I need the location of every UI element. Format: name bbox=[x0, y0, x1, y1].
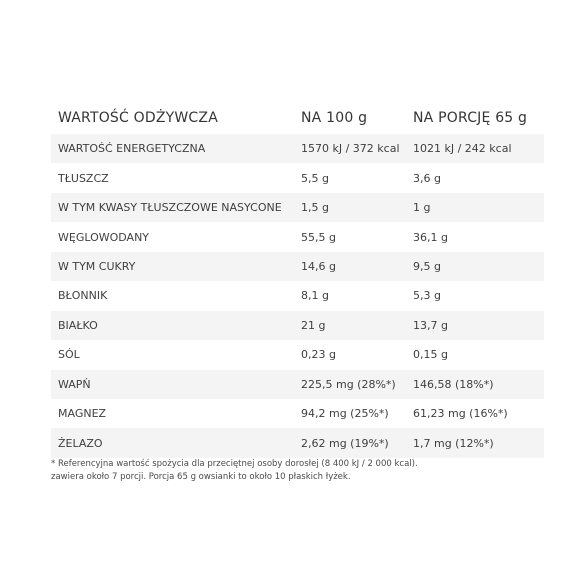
nutrient-name: W TYM KWASY TŁUSZCZOWE NASYCONE bbox=[58, 201, 282, 215]
table-row bbox=[51, 252, 544, 281]
table-row bbox=[51, 163, 544, 192]
value-per-100g: 1570 kJ / 372 kcal bbox=[301, 142, 400, 156]
table-row bbox=[51, 370, 544, 399]
value-per-portion: 1 g bbox=[413, 201, 431, 215]
value-per-100g: 0,23 g bbox=[301, 348, 336, 362]
nutrient-name: WARTOŚĆ ENERGETYCZNA bbox=[58, 142, 206, 156]
nutrient-name: WĘGLOWODANY bbox=[58, 230, 150, 244]
header-per-portion: NA PORCJĘ 65 g bbox=[413, 109, 528, 126]
nutrient-name: TŁUSZCZ bbox=[58, 171, 109, 185]
header-nutrient: WARTOŚĆ ODŻYWCZA bbox=[58, 109, 218, 126]
nutrient-name: MAGNEZ bbox=[58, 407, 107, 421]
value-per-100g: 8,1 g bbox=[301, 289, 329, 303]
value-per-100g: 5,5 g bbox=[301, 171, 329, 185]
value-per-portion: 146,58 (18%*) bbox=[413, 377, 494, 391]
nutrient-name: SÓL bbox=[58, 348, 80, 362]
value-per-100g: 14,6 g bbox=[301, 259, 336, 273]
value-per-100g: 2,62 mg (19%*) bbox=[301, 436, 389, 450]
value-per-portion: 61,23 mg (16%*) bbox=[413, 407, 508, 421]
nutrient-name: WAPŃ bbox=[58, 377, 91, 391]
footnote-portions: zawiera około 7 porcji. Porcja 65 g owsianki to około 10 płaskich łyżek. bbox=[51, 472, 351, 482]
value-per-100g: 1,5 g bbox=[301, 201, 329, 215]
nutrition-panel bbox=[51, 101, 544, 458]
table-row bbox=[51, 311, 544, 340]
value-per-portion: 3,6 g bbox=[413, 171, 441, 185]
nutrient-name: BŁONNIK bbox=[58, 289, 108, 303]
value-per-portion: 36,1 g bbox=[413, 230, 448, 244]
nutrition-table bbox=[51, 101, 544, 458]
value-per-portion: 13,7 g bbox=[413, 318, 448, 332]
footnotes bbox=[51, 458, 544, 484]
value-per-100g: 21 g bbox=[301, 318, 326, 332]
value-per-100g: 94,2 mg (25%*) bbox=[301, 407, 389, 421]
table-header-row bbox=[51, 101, 544, 134]
value-per-portion: 1021 kJ / 242 kcal bbox=[413, 142, 512, 156]
value-per-portion: 1,7 mg (12%*) bbox=[413, 436, 494, 450]
header-per-100g: NA 100 g bbox=[301, 109, 368, 126]
footnote-reference-intake: * Referencyjna wartość spożycia dla przeciętnej osoby dorosłej (8 400 kJ / 2 000 kcal). bbox=[51, 459, 418, 469]
value-per-portion: 5,3 g bbox=[413, 289, 441, 303]
table-row bbox=[51, 222, 544, 251]
nutrient-name: BIAŁKO bbox=[58, 318, 98, 332]
table-row bbox=[51, 399, 544, 428]
table-row bbox=[51, 281, 544, 310]
nutrient-name: ŻELAZO bbox=[58, 436, 103, 450]
table-row bbox=[51, 193, 544, 222]
value-per-portion: 9,5 g bbox=[413, 259, 441, 273]
table-row bbox=[51, 134, 544, 163]
table-row bbox=[51, 340, 544, 369]
value-per-portion: 0,15 g bbox=[413, 348, 448, 362]
table-row bbox=[51, 428, 544, 457]
value-per-100g: 225,5 mg (28%*) bbox=[301, 377, 396, 391]
value-per-100g: 55,5 g bbox=[301, 230, 336, 244]
nutrient-name: W TYM CUKRY bbox=[58, 259, 136, 273]
